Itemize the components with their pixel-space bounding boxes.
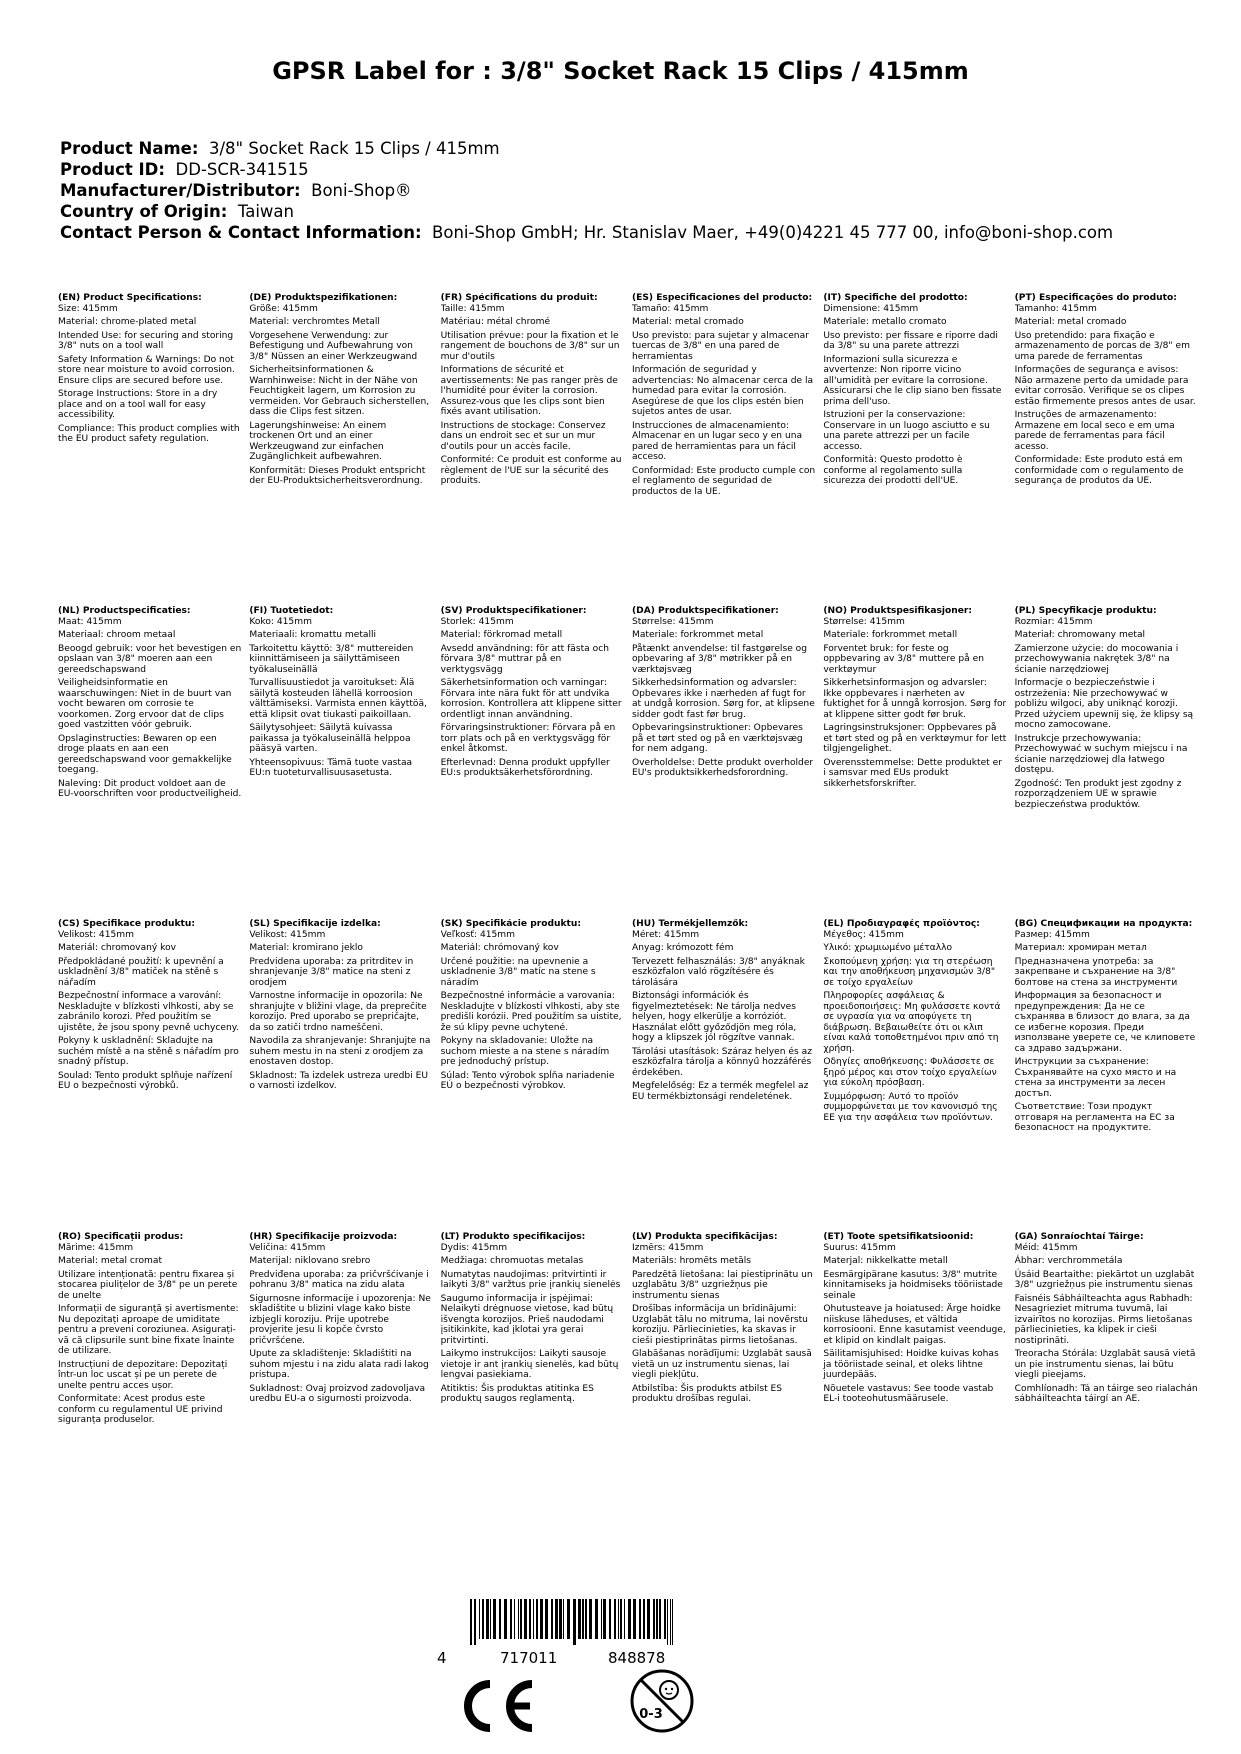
language-spec-line: Eesmärgipärane kasutus: 3/8" mutrite kinnitamiseks ja hoidmiseks tööriistade seinale [823,1269,1003,1301]
language-spec-title: (SK) Špecifikácie produktu: [440,919,581,929]
language-spec-line: Opslaginstructies: Bewaren op een droge plaats en aan een gereedschapswand voor gemakkelijke toegang. [58,733,232,775]
barcode-bar [524,1599,527,1639]
language-spec-block [823,606,1006,919]
language-spec-line: Konformität: Dieses Produkt entspricht der EU-Produktsicherheitsverordnung. [249,465,426,486]
barcode-bar [567,1599,570,1639]
header-value: 3/8" Socket Rack 15 Clips / 415mm [208,139,500,158]
barcode-bar [603,1599,606,1639]
barcode-bar [529,1599,531,1639]
header-value: Boni-Shop® [311,181,412,200]
language-spec-title: (BG) Спецификации на продукта: [1014,919,1193,929]
language-spec-line: Sikkerhetsinformasjon og advarsler: Ikke oppbevares i nærheten av fuktighet for å unngå korrosjon. Sørg for at klippene sitter godt før bruk. [823,678,1007,720]
language-spec-line: Μέγεθος: 415mm [823,929,904,940]
language-spec-line: Veľkosť: 415mm [440,929,516,940]
language-spec-block [58,293,241,606]
language-spec-line: Méid: 415mm [1014,1242,1078,1253]
header-label: Product Name: [60,139,199,158]
language-spec-line: Upute za skladištenje: Skladištiti na suhom mjestu i na zidu alata radi lakog pristupa. [249,1349,429,1380]
language-spec-line: Instrukcje przechowywania: Przechowywać w suchym miejscu i na ścianie narzędziowej dla łatwego dostępu. [1014,733,1188,775]
header-value: Boni-Shop GmbH; Hr. Stanislav Maer, +49(0)4221 45 777 00, info@boni-shop.com [432,223,1114,242]
language-spec-line: Saugumo informacija ir įspėjimai: Nelaikyti drėgnuose vietose, kad būtų išvengta korozijos. Prieš naudodami įsitikinkite, kad įklotai yra gerai pritvirtinti. [440,1293,614,1346]
language-spec-block [58,1232,241,1545]
language-spec-title: (RO) Specificații produs: [58,1232,184,1242]
language-spec-line: Mărime: 415mm [58,1242,134,1253]
barcode-bar [482,1599,484,1639]
language-spec-line: Overholdelse: Dette produkt overholder EU's produktsikkerhedsforordning. [631,757,814,778]
language-spec-line: Opbevaringsinstruktioner: Opbevares på et tørt sted og på en værktøjsvæg for nem adgang. [631,723,803,754]
language-spec-line: Laikymo instrukcijos: Laikyti sausoje vietoje ir ant įrankių sienelės, kad būtų lengvai pasiekiama. [440,1349,619,1380]
language-spec-line: Atitiktis: Šis produktas atitinka ES produktų saugos reglamentą. [440,1383,594,1404]
language-spec-line: Informações de segurança e avisos: Não armazene perto da umidade para evitar corrosão. Verifique se os clipes estão firmemente presos antes de usar. [1014,365,1196,407]
language-spec-line: Drošības informācija un brīdinājumi: Uzglabāt tālu no mitruma, lai novērstu koroziju. Pārliecinieties, ka skavas ir cieši piestiprinātas pirms lietošanas. [631,1304,808,1346]
barcode-bar [533,1599,534,1639]
language-spec-line: Uso previsto: para sujetar y almacenar tuercas de 3/8" en una pared de herramientas [631,330,809,362]
barcode-bar [555,1599,558,1639]
language-spec-line: Biztonsági információk és figyelmeztetések: Ne tárolja nedves helyen, hogy elkerülje a korróziót. Használat előtt győződjön meg róla, hogy a klipszek jól rögzítve vannak. [631,991,797,1043]
language-spec-line: Material: kromirano jeklo [249,943,363,953]
header-label: Country of Origin: [60,202,228,221]
language-spec-line: Pokyny na skladovanie: Uložte na suchom mieste a na stene s náradím pre jednoduchý prístup. [440,1036,610,1067]
language-spec-line: Safety Information & Warnings: Do not store near moisture to avoid corrosion. Ensure clips are secured before use. [58,354,235,386]
language-spec-title: (FR) Spécifications du produit: [440,293,598,303]
language-spec-block [249,1232,432,1545]
language-spec-line: Dydis: 415mm [440,1242,508,1253]
language-spec-title: (SL) Specifikacije izdelka: [249,919,381,929]
ce-mark-icon [456,1678,538,1734]
language-spec-line: Navodila za shranjevanje: Shranjujte na suhem mestu in na steni z orodjem za enostaven dostop. [249,1036,431,1067]
language-spec-title: (LV) Produkta specifikācijas: [631,1232,778,1242]
header-label: Contact Person & Contact Information: [60,223,422,242]
label-footer [0,1595,1241,1745]
barcode-bar [499,1599,501,1639]
product-header [60,138,1190,243]
language-spec-title: (ET) Toote spetsifikatsioonid: [823,1232,974,1242]
language-spec-line: Materiaal: chroom metaal [58,630,176,640]
language-spec-line: Avsedd användning: för att fästa och förvara 3/8" muttrar på en verktygsvägg [440,643,609,675]
language-spec-line: Materiał: chromowany metal [1014,630,1146,640]
language-spec-title: (CS) Specifikace produktu: [58,919,195,929]
language-spec-line: Soulad: Tento produkt splňuje nařízení EU o bezpečnosti výrobků. [58,1070,233,1091]
language-spec-line: Material: metal cromado [631,317,744,327]
language-spec-title: (HR) Specifikacije proizvoda: [249,1232,398,1242]
barcode-bar [633,1599,636,1639]
language-spec-line: Storage Instructions: Store in a dry place and on a tool wall for easy accessibility. [58,389,218,420]
language-spec-line: Turvallisuustiedot ja varoitukset: Älä säilytä kosteuden lähellä korroosion välttämiseksi. Varmista ennen käyttöä, että klipsit ovat tiukasti paikoillaan. [249,678,427,720]
language-spec-line: Instructions de stockage: Conservez dans un endroit sec et sur un mur d'outils pour un accès facile. [440,420,606,452]
not-for-children-0-3-icon [629,1668,695,1734]
barcode-digits-right: 848878 [608,1649,666,1667]
language-spec-line: Förvaringsinstruktioner: Förvara på en torr plats och på en verktygsvägg för enkel åtkomst. [440,723,616,754]
barcode-bar [540,1599,543,1639]
language-spec-block [58,606,241,919]
language-spec-line: Materiāls: hromēts metāls [631,1256,751,1266]
language-spec-line: Zgodność: Ten produkt jest zgodny z rozporządzeniem UE w sprawie bezpieczeństwa produktów. [1014,778,1182,810]
language-spec-line: Beoogd gebruik: voor het bevestigen en opslaan van 3/8" moeren aan een gereedschapswand [58,643,242,675]
language-spec-line: Material: verchromtes Metall [249,317,380,327]
barcode-bar [614,1599,616,1639]
language-spec-line: Overensstemmelse: Dette produktet er i samsvar med EUs produkt sikkerhetsforskrifter. [823,757,1002,789]
language-spec-line: Zamierzone użycie: do mocowania i przechowywania nakrętek 3/8" na ścianie narzędziowej [1014,643,1179,675]
language-spec-title: (PL) Specyfikacje produktu: [1014,606,1157,616]
language-spec-line: Conformità: Questo prodotto è conforme al regolamento sulla sicurezza dei prodotti dell'UE. [823,455,963,486]
header-value: Taiwan [237,202,294,221]
language-spec-line: Съответствие: Този продукт отговаря на регламента на ЕС за безопасност на продуктите. [1014,1102,1175,1133]
language-spec-line: Atbilstība: Šis produkts atbilst ES produktu drošības regulai. [631,1383,783,1404]
language-spec-line: Размер: 415mm [1014,929,1090,940]
language-spec-line: Materiale: forkrommet metall [823,630,958,640]
language-spec-block [823,919,1006,1232]
language-spec-block [249,606,432,919]
barcode-bar [653,1599,655,1639]
barcode-bar [493,1599,496,1639]
language-spec-line: Izmērs: 415mm [631,1242,704,1253]
language-spec-line: Veličina: 415mm [249,1242,326,1253]
barcode-bar [474,1599,476,1645]
language-spec-line: Storlek: 415mm [440,616,514,627]
language-spec-line: Uso pretendido: para fixação e armazenamento de porcas de 3/8" em uma parede de ferramentas [1014,330,1190,362]
language-spec-line: Sukladnost: Ovaj proizvod zadovoljava uredbu EU-a o sigurnosti proizvoda. [249,1383,426,1404]
language-spec-line: Comhlíonadh: Tá an táirge seo rialachán sábháilteachta táirgí an AE. [1014,1383,1198,1404]
language-spec-line: Suurus: 415mm [823,1242,896,1253]
language-spec-line: Материал: хромиран метал [1014,943,1147,953]
product-id-line [60,159,1190,180]
language-spec-line: Υλικό: χρωμιωμένο μέταλλο [823,943,953,953]
language-spec-line: Anyag: krómozott fém [631,943,734,953]
barcode-bar [479,1599,480,1639]
language-spec-line: Informazioni sulla sicurezza e avvertenze: Non riporre vicino all'umidità per evitare la corrosione. Assicurarsi che le clip siano ben fissate prima dell'uso. [823,354,1002,407]
barcode-bar [490,1599,491,1639]
language-spec-line: Matériau: métal chromé [440,317,551,327]
header-label: Product ID: [60,160,165,179]
language-spec-line: Rozmiar: 415mm [1014,616,1093,627]
language-spec-line: Conformidad: Este producto cumple con el reglamento de seguridad de productos de la UE. [631,465,816,497]
language-spec-block [823,293,1006,606]
language-spec-line: Taille: 415mm [440,303,505,314]
language-spec-line: Størrelse: 415mm [823,616,905,627]
language-spec-title: (GA) Sonraíochtaí Táirge: [1014,1232,1144,1242]
language-spec-block [632,293,815,606]
language-spec-title: (ES) Especificaciones del producto: [631,293,813,303]
language-spec-line: Σκοπούμενη χρήση: για τη στερέωση και την αποθήκευση μηχανισμών 3/8" σε τοίχο εργαλείων [823,956,996,988]
language-spec-line: Materiale: metallo cromato [823,317,947,327]
language-spec-line: Pokyny k uskladnění: Skladujte na suchém místě a na stěně s nářadím pro snadný přístup. [58,1036,239,1067]
barcode-bar [520,1599,522,1639]
barcode-bar [504,1599,507,1639]
barcode-bar [664,1599,666,1639]
barcode-digits-mid: 717011 [500,1649,558,1667]
barcode-bar [518,1599,519,1639]
language-spec-grid [58,293,1198,1545]
header-label: Manufacturer/Distributor: [60,181,301,200]
barcode-bar [470,1599,472,1645]
language-spec-line: Instrucciones de almacenamiento: Almacenar en un lugar seco y en una pared de herramientas para un fácil acceso. [631,420,803,462]
language-spec-line: Materiale: forkrommet metal [631,630,764,640]
language-spec-line: Medžiaga: chromuotas metalas [440,1256,584,1266]
language-spec-line: Efterlevnad: Denna produkt uppfyller EU:s produktsäkerhetsförordning. [440,757,610,778]
language-spec-block [58,919,241,1232]
language-spec-line: Material: chrome-plated metal [58,317,197,327]
language-spec-line: Información de seguridad y advertencias: No almacenar cerca de la humedad para evitar la corrosión. Asegúrese de que los clips estén bien sujetos antes de usar. [631,365,814,417]
barcode-bar [585,1599,587,1639]
language-spec-title: (IT) Specifiche del prodotto: [823,293,968,303]
language-spec-line: Tárolási utasítások: Száraz helyen és az eszközfalra tárolja a könnyű hozzáférés érdekében. [631,1046,812,1078]
barcode-bar [618,1599,619,1639]
barcode-bar [582,1599,584,1639]
language-spec-line: Sikkerhedsinformation og advarsler: Opbevares ikke i nærheden af fugt for at undgå korrosion. Sørg for, at klipsene sidder godt fast før brug. [631,678,815,720]
barcode-bar [672,1599,673,1645]
language-spec-title: (EN) Product Specifications: [58,293,202,303]
language-spec-title: (PT) Especificações do produto: [1014,293,1177,303]
language-spec-line: Paredzētā lietošana: lai piestiprinātu un uzglabātu 3/8" uzgriežņus pie instrumentu sienas [631,1269,813,1301]
language-spec-line: Størrelse: 415mm [631,616,714,627]
language-spec-line: Size: 415mm [58,303,118,314]
language-spec-line: Bezpečnostní informace a varování: Neskladujte v blízkosti vlhkosti, aby se zabránilo korozi. Před použitím se ujistěte, že jsou spony pevně uchyceny. [58,991,239,1033]
language-spec-line: Ábhar: verchrommetála [1014,1256,1123,1266]
language-spec-line: Sicherheitsinformationen & Warnhinweise: Nicht in der Nähe von Feuchtigkeit lagern, um Korrosion zu vermeiden. Vor Gebrauch sicherstellen, dass die Clips fest sitzen. [249,365,430,417]
language-spec-line: Påtænkt anvendelse: til fastgørelse og opbevaring af 3/8" møtrikker på en værktøjsvæg [631,643,808,675]
language-spec-line: Οδηγίες αποθήκευσης: Φυλάσσετε σε ξηρό μέρος και στον τοίχο εργαλείων για εύκολη πρόσβαση. [823,1057,997,1088]
language-spec-line: Πληροφορίες ασφάλειας & προειδοποιήσεις: Μη φυλάσσετε κοντά σε υγρασία για να αποφύγετε τη διάβρωση. Βεβαιωθείτε ότι οι κλιπ είναι καλά τοποθετημένοι πριν από τη χρήση. [823,991,1001,1054]
language-spec-line: Vorgesehene Verwendung: zur Befestigung und Aufbewahrung von 3/8" Nüssen an einer Werkzeugwand [249,330,418,362]
language-spec-block [441,606,624,919]
language-spec-line: Instrucțiuni de depozitare: Depozitați într-un loc uscat și pe un perete de unelte pentru acces ușor. [58,1359,228,1391]
language-spec-line: Předpokládané použití: k upevnění a uskladnění 3/8" matiček na stěně s nářadím [58,956,224,988]
language-spec-block [1015,1232,1198,1545]
language-spec-line: Yhteensopivuus: Tämä tuote vastaa EU:n tuoteturvallisuusasetusta. [249,757,413,778]
language-spec-line: Bezpečnostné informácie a varovania: Neskladujte v blízkosti vlhkosti, aby ste predišli korózii. Pred použitím sa uistite, že sú klipy pevne uchytené. [440,991,622,1033]
language-spec-title: (NL) Productspecificaties: [58,606,191,616]
language-spec-line: Информация за безопасност и предупреждения: Да не се съхранява в близост до влага, за да се избегне корозия. Преди използване уверете се, че клиповете са здраво задържани. [1014,991,1196,1054]
language-spec-line: Treoracha Stórála: Uzglabāt sausā vietā un pie instrumentu sienas, lai būtu viegli pieejams. [1014,1349,1196,1380]
language-spec-line: Material: metal cromado [1014,317,1127,327]
barcode-bar [609,1599,611,1639]
language-spec-line: Nõuetele vastavus: See toode vastab EL-i tooteohutusmäärusele. [823,1383,994,1404]
language-spec-line: Material: metal cromat [58,1256,163,1266]
barcode-bar [647,1599,650,1639]
language-spec-line: Forventet bruk: for feste og oppbevaring av 3/8" muttere på en verktøymur [823,643,984,675]
language-spec-line: Informations de sécurité et avertissements: Ne pas ranger près de l'humidité pour éviter la corrosion. Assurez-vous que les clips sont bien fixés avant utilisation. [440,365,618,417]
contact-line [60,222,1190,243]
language-spec-line: Materijal: niklovano srebro [249,1256,371,1266]
language-spec-line: Lagerungshinweise: An einem trockenen Ort und an einer Werkzeugwand zur einfachen Zugänglichkeit aufbewahren. [249,420,387,462]
language-spec-block [441,293,624,606]
language-spec-line: Predvidena uporaba: za pritrditev in shranjevanje 3/8" matice na steni z orodjem [249,956,414,988]
language-spec-block [249,293,432,606]
language-spec-line: Συμμόρφωση: Αυτό το προϊόν συμμορφώνεται με τον κανονισμό της ΕΕ για την ασφάλεια των προϊόντων. [823,1091,998,1123]
barcode-bar [620,1599,622,1639]
language-spec-title: (NO) Produktspesifikasjoner: [823,606,973,616]
language-spec-line: Materjal: nikkelkatte metall [823,1256,948,1266]
barcode-bar [659,1599,661,1639]
language-spec-line: Tervezett felhasználás: 3/8" anyáknak eszközfalon való rögzítésére és tárolására [631,956,805,988]
language-spec-title: (LT) Produkto specifikacijos: [440,1232,586,1242]
language-spec-line: Conformité: Ce produit est conforme au règlement de l'UE sur la sécurité des produits. [440,455,622,486]
language-spec-block [1015,919,1198,1232]
barcode-bar [514,1599,515,1639]
language-spec-line: Utilisation prévue: pour la fixation et le rangement de bouchons de 3/8" sur un mur d'outils [440,330,620,362]
language-spec-line: Uso previsto: per fissare e riporre dadi da 3/8" su una parete attrezzi [823,330,998,351]
language-spec-title: (EL) Προδιαγραφές προϊόντος: [823,919,980,929]
page-title: GPSR Label for : 3/8" Socket Rack 15 Clips / 415mm [272,57,969,85]
language-spec-line: Tamanho: 415mm [1014,303,1097,314]
language-spec-line: Koko: 415mm [249,616,312,627]
language-spec-line: Naleving: Dit product voldoet aan de EU-voorschriften voor productveiligheid. [58,778,242,799]
language-spec-line: Súlad: Tento výrobok spĺňa nariadenie EÚ o bezpečnosti výrobkov. [440,1070,615,1091]
barcode-bar [551,1599,553,1639]
barcode-bar [578,1599,581,1639]
language-spec-line: Méret: 415mm [631,929,700,940]
language-spec-line: Dimensione: 415mm [823,303,919,314]
language-spec-line: Skladnost: Ta izdelek ustreza uredbi EU o varnosti izdelkov. [249,1070,428,1091]
language-spec-line: Materiál: chrómovaný kov [440,943,559,953]
language-spec-block [441,919,624,1232]
language-spec-line: Utilizare intenționată: pentru fixarea și stocarea piulițelor de 3/8" pe un perete de unelte [58,1269,238,1301]
barcode-bar [624,1599,625,1639]
language-spec-block [823,1232,1006,1545]
language-spec-line: Säilitamisjuhised: Hoidke kuivas kohas ja tööriistade seinal, et oleks lihtne juurdepääs. [823,1349,999,1380]
barcode-digit-left: 4 [437,1649,447,1667]
language-spec-line: Glabāšanas norādījumi: Uzglabāt sausā vietā un uz instrumentu sienas, lai viegli piekļūtu. [631,1349,812,1380]
language-spec-line: Compliance: This product complies with the EU product safety regulation. [58,423,240,444]
language-spec-line: Instruções de armazenamento: Armazene em local seco e em uma parede de ferramentas para fácil acesso. [1014,410,1175,452]
barcode-bar [536,1599,538,1639]
language-spec-line: Informacje o bezpieczeństwie i ostrzeżenia: Nie przechowywać w pobliżu wilgoci, aby uniknąć korozji. Przed użyciem upewnij się, że klipsy są mocno zamocowane. [1014,678,1194,730]
language-spec-line: Tamaño: 415mm [631,303,709,314]
language-spec-block [1015,606,1198,919]
language-spec-block [441,1232,624,1545]
language-spec-line: Velikost: 415mm [58,929,134,940]
product-name-line [60,138,1190,159]
barcode-bar [667,1599,668,1645]
language-spec-line: Инструкции за съхранение: Съхранявайте на сухо място и на стена за инструменти за лесен достъп. [1014,1057,1177,1099]
barcode-bar [545,1599,548,1639]
language-spec-line: Informații de siguranță și avertismente: Nu depozitați aproape de umiditate pentru a preveni coroziunea. Asigurați-vă că clipsurile sunt bine fixate înainte de utilizare. [58,1304,239,1356]
language-spec-block [249,919,432,1232]
barcode-bar [643,1599,645,1639]
barcode-bar [601,1599,602,1639]
language-spec-line: Faisnéis Sábháilteachta agus Rabhadh: Nesagrieziet mitruma tuvumā, lai izvairītos no korozijas. Pirms lietošanas pārliecinieties, ka klipek ir cieši nostiprināti. [1014,1293,1193,1346]
language-spec-line: Lagringsinstruksjoner: Oppbevares på et tørt sted og på en verktøymur for lett tilgjengelighet. [823,723,1007,754]
header-value: DD-SCR-341515 [175,160,309,179]
language-spec-line: Säilytysohjeet: Säilytä kuivassa paikassa ja työkaluseinällä helppoa pääsyä varten. [249,723,411,754]
barcode-bar [510,1599,512,1639]
language-spec-line: Maat: 415mm [58,616,122,627]
language-spec-line: Velikost: 415mm [249,929,326,940]
language-spec-line: Material: förkromad metall [440,630,563,640]
language-spec-line: Säkerhetsinformation och varningar: Förvara inte nära fukt för att undvika korrosion. Kontrollera att klippene sitter ordentligt innan användning. [440,678,622,720]
language-spec-title: (DA) Produktspecifikationer: [631,606,779,616]
language-spec-line: Úsáid Beartaithe: piekārtot un uzglabāt 3/8" uzgriežņus pie instrumentu sienas [1014,1269,1195,1290]
language-spec-line: Ohutusteave ja hoiatused: Ärge hoidke niiskuse läheduses, et vältida korrosiooni. Enne kasutamist veenduge, et klipid on kindlalt paigas. [823,1304,1006,1346]
language-spec-line: Určené použitie: na upevnenie a uskladnenie 3/8" matíc na stene s náradím [440,956,596,988]
barcode-bar [670,1599,671,1645]
language-spec-block [632,919,815,1232]
language-spec-line: Предназначена употреба: за закрепване и съхранение на 3/8" болтове на стена за инструменти [1014,956,1178,988]
language-spec-title: (DE) Produktspezifikationen: [249,293,398,303]
age-warning-text: 0-3 [639,1707,663,1722]
language-spec-title: (HU) Termékjellemzők: [631,919,749,929]
language-spec-line: Megfelelőség: Ez a termék megfelel az EU termékbiztonsági rendeletének. [631,1081,809,1102]
barcode-bar [559,1599,562,1639]
barcode-bar [628,1599,631,1639]
language-spec-line: Numatytas naudojimas: pritvirtinti ir laikyti 3/8" varžtus prie įrankių sienelės [440,1269,621,1290]
language-spec-block [1015,293,1198,606]
language-spec-line: Veiligheidsinformatie en waarschuwingen: Niet in de buurt van vocht bewaren om corrosie te voorkomen. Zorg ervoor dat de clips goed vastzitten vóór gebruik. [58,678,232,730]
language-spec-title: (SV) Produktspecifikationer: [440,606,587,616]
language-spec-block [632,606,815,919]
language-spec-line: Materiál: chromovaný kov [58,943,177,953]
language-spec-line: Größe: 415mm [249,303,318,314]
language-spec-line: Sigurnosne informacije i upozorenja: Ne skladištite u blizini vlage kako biste izbjegli koroziju. Prije upotrebe provjerite jesu li kopče čvrsto pričvršćene. [249,1293,431,1346]
language-spec-line: Tarkoitettu käyttö: 3/8" muttereiden kiinnittämiseen ja säilyttämiseen työkaluseinällä [249,643,414,675]
barcode-bar [589,1599,592,1639]
language-spec-line: Intended Use: for securing and storing 3/8" nuts on a tool wall [58,330,234,351]
language-spec-line: Predviđena uporaba: za pričvršćivanje i pohranu 3/8" matica na zidu alata [249,1269,429,1290]
language-spec-line: Varnostne informacije in opozorila: Ne shranjujte v bližini vlage, da preprečite korozijo. Pred uporabo se prepričajte, da so zatiči trdno nameščeni. [249,991,427,1033]
barcode-bar [573,1599,576,1645]
country-line [60,201,1190,222]
barcode-bar [656,1599,658,1639]
barcode-bar [563,1599,564,1639]
barcode-bar [486,1599,489,1639]
language-spec-line: Conformidade: Este produto está em conformidade com o regulamento de segurança de produtos da UE. [1014,455,1184,486]
language-spec-title: (FI) Tuotetiedot: [249,606,334,616]
language-spec-line: Materiaali: kromattu metalli [249,630,377,640]
language-spec-block [632,1232,815,1545]
barcode-bar [595,1599,598,1639]
barcode-bar [639,1599,641,1639]
language-spec-line: Conformitate: Acest produs este conform cu regulamentul UE privind siguranța produselor. [58,1394,223,1425]
ean-barcode [468,1599,678,1645]
language-spec-line: Istruzioni per la conservazione: Conservare in un luogo asciutto e su una parete attrezzi per un facile accesso. [823,410,990,452]
manufacturer-line [60,180,1190,201]
